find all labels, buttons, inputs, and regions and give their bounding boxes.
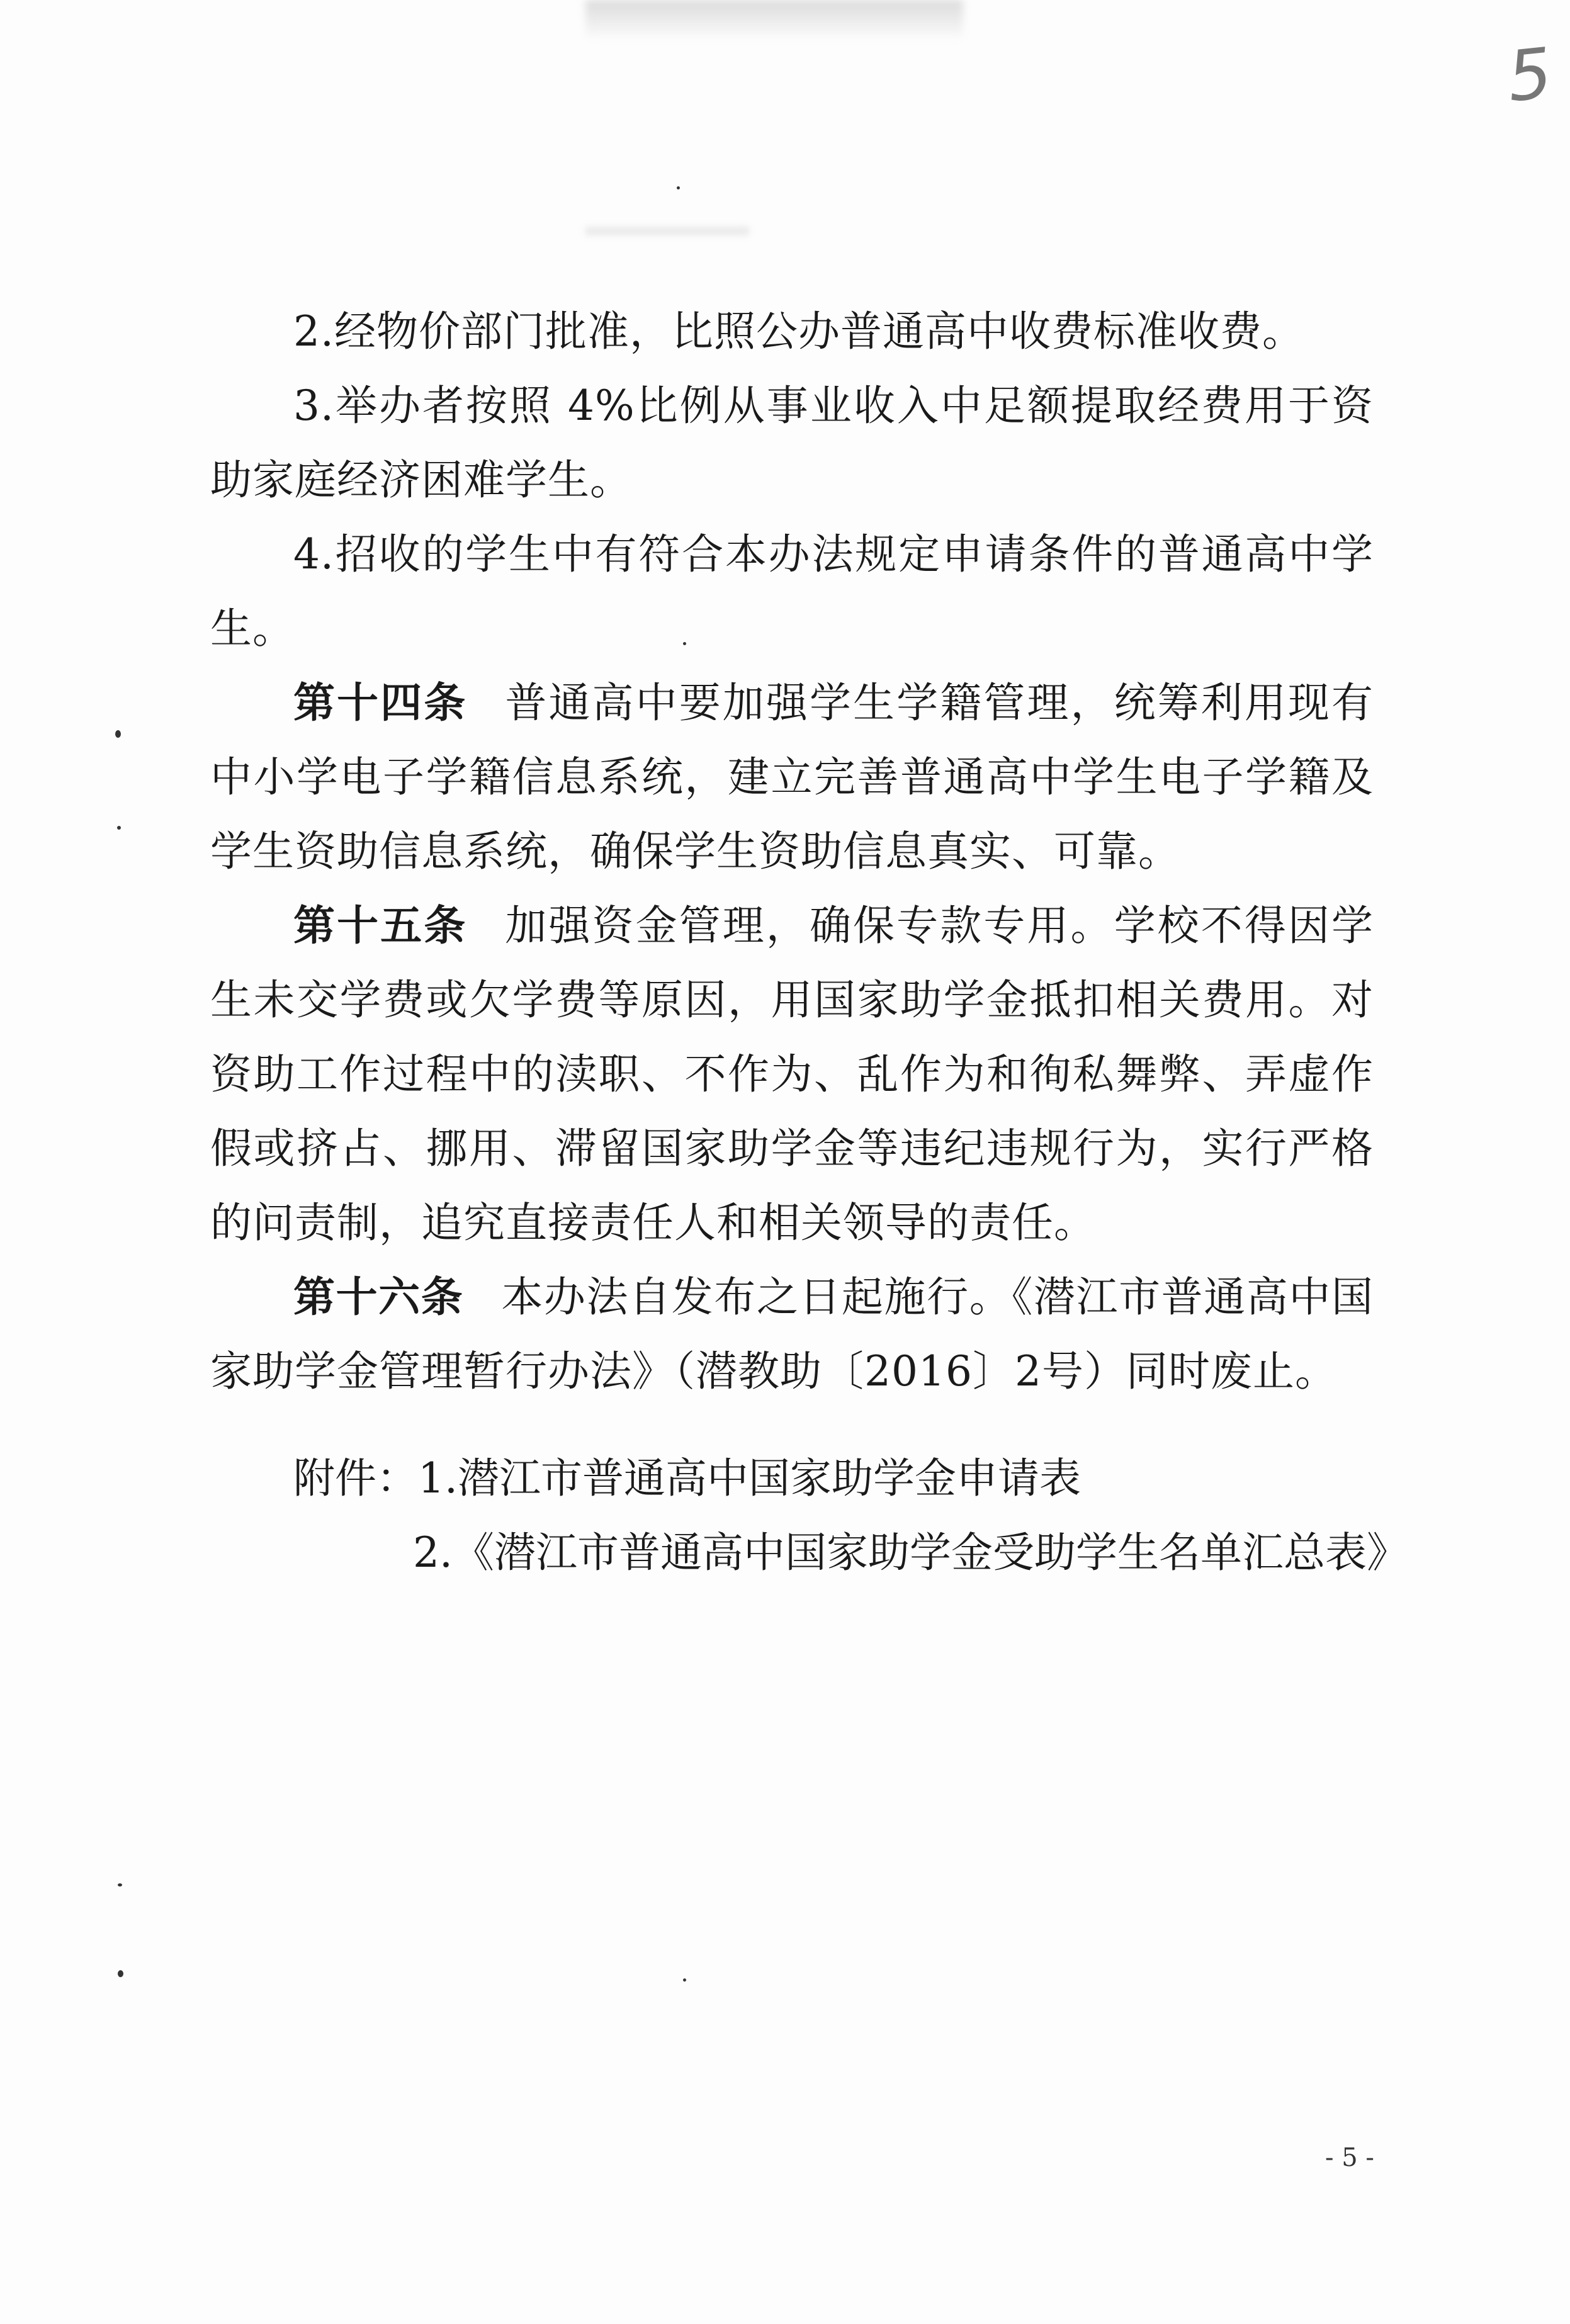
article-heading: 第十六条: [293, 1273, 464, 1321]
paragraph-item-3: [210, 369, 1374, 517]
paragraph-text: 4.招收的学生中有符合本办法规定申请条件的普通高中学生。: [210, 530, 1374, 653]
attachment-title: 2.《潜江市普通高中国家助学金受助学生名单汇总表》: [413, 1528, 1408, 1577]
article-text: 本办法自发布之日起施行。《潜江市普通高中国家助学金管理暂行办法》（潜教助〔2016〕2号）同时废止。: [210, 1273, 1374, 1396]
paragraph-text: 2.经物价部门批准，比照公办普通高中收费标准收费。: [293, 307, 1304, 356]
document-body: [210, 295, 1374, 1409]
scan-speck: [677, 186, 680, 189]
page-number: - 5 -: [1325, 2143, 1374, 2172]
scan-speck: [118, 1970, 123, 1977]
article-heading: 第十四条: [293, 679, 468, 727]
paragraph-item-4: [210, 517, 1374, 666]
article-text: 加强资金管理，确保专款专用。学校不得因学生未交学费或欠学费等原因，用国家助学金抵扣相关费用。对资助工作过程中的渎职、不作为、乱作为和徇私舞弊、弄虚作假或挤占、挪用、滞留国家助学金等违纪违规行为，实行严格的问责制，追究直接责任人和相关领导的责任。: [210, 901, 1374, 1247]
scan-artifact: [585, 0, 963, 38]
scan-speck: [683, 642, 686, 645]
scan-speck: [118, 1883, 122, 1887]
attachments-label: 附件：: [293, 1454, 418, 1503]
article-15: [210, 889, 1374, 1260]
paragraph-item-2: [210, 295, 1374, 369]
scan-speck: [115, 730, 121, 738]
handwritten-page-mark: 5: [1503, 32, 1556, 118]
attachment-item: [293, 1516, 1408, 1590]
paragraph-text: 3.举办者按照 4%比例从事业收入中足额提取经费用于资助家庭经济困难学生。: [210, 381, 1374, 504]
scan-speck: [683, 1978, 686, 1982]
article-14: [210, 666, 1374, 889]
attachment-item: [293, 1441, 1408, 1516]
article-heading: 第十五条: [293, 901, 468, 950]
scan-speck: [117, 826, 121, 830]
scan-artifact: [585, 227, 749, 235]
attachments: [293, 1441, 1408, 1590]
attachment-title: 1.潜江市普通高中国家助学金申请表: [418, 1454, 1081, 1503]
article-text: 普通高中要加强学生学籍管理，统筹利用现有中小学电子学籍信息系统，建立完善普通高中学生电子学籍及学生资助信息系统，确保学生资助信息真实、可靠。: [210, 679, 1374, 876]
article-16: [210, 1260, 1374, 1409]
